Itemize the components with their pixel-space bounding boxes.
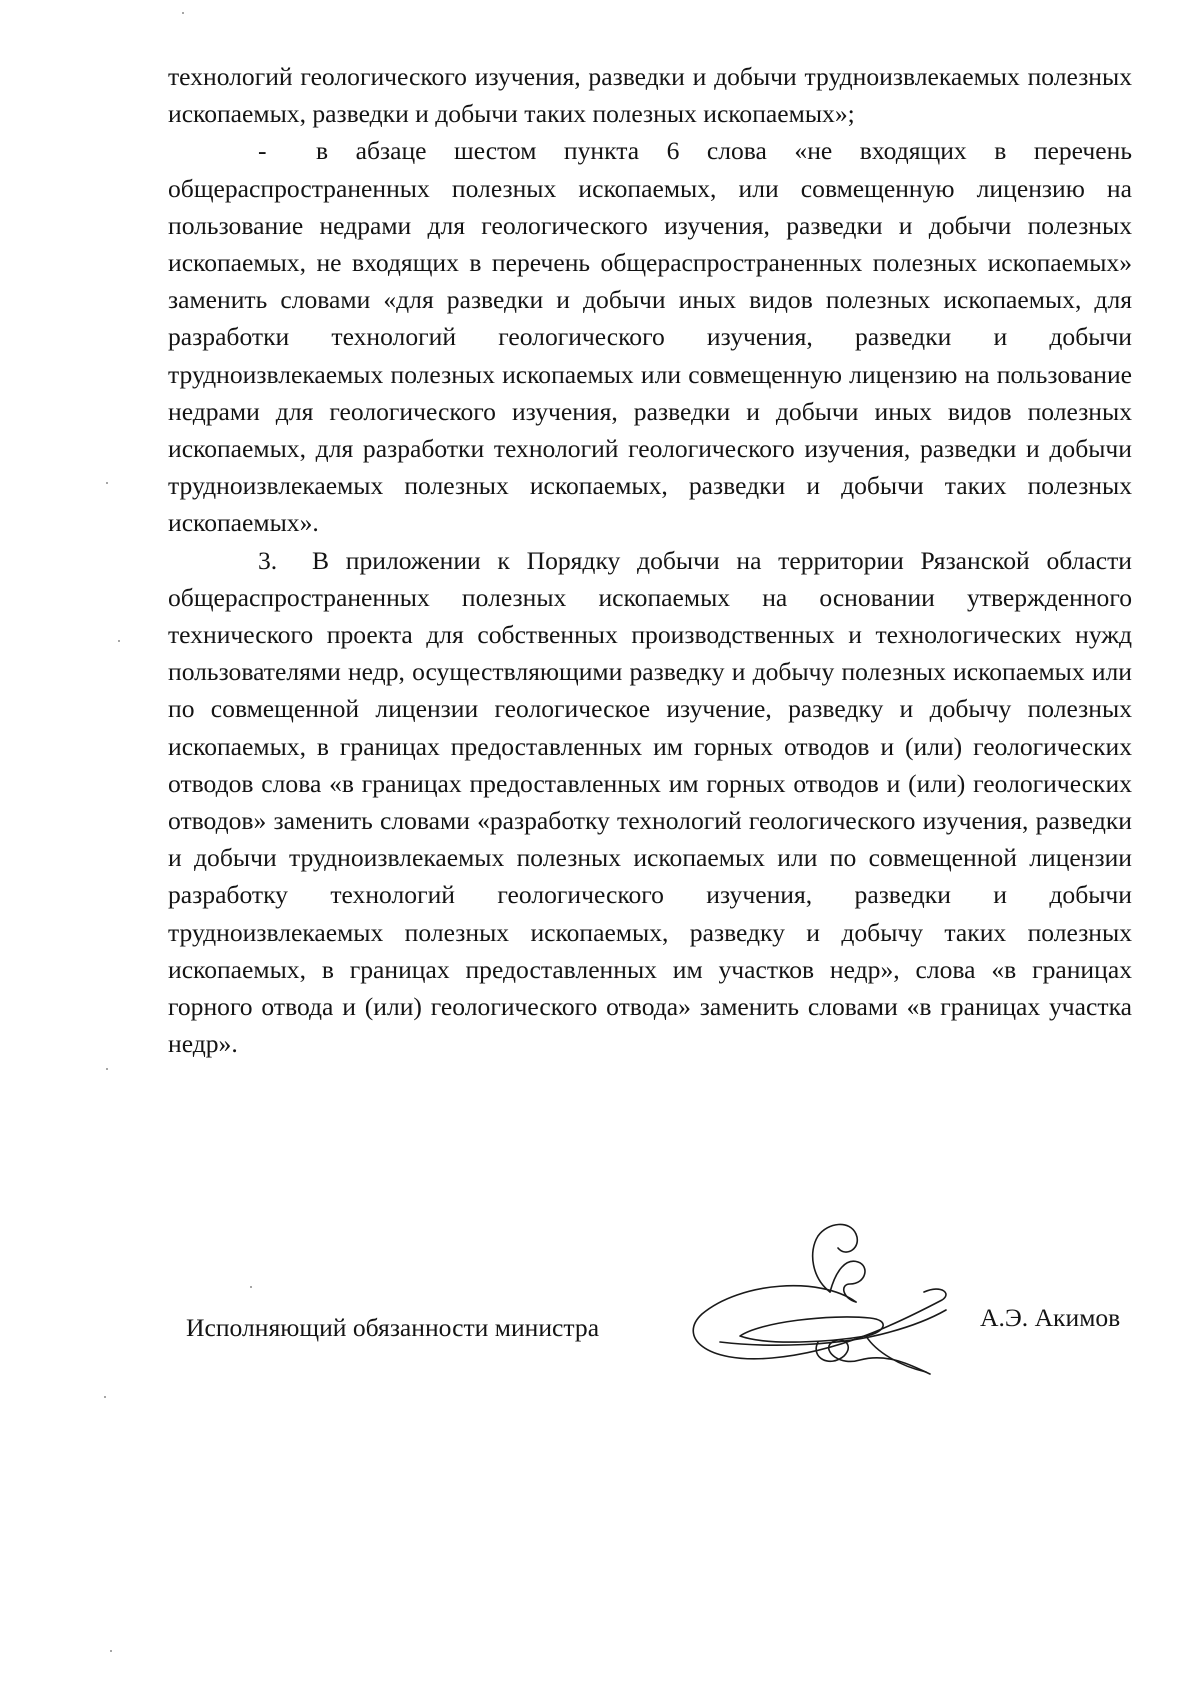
scan-speck xyxy=(110,1650,112,1652)
paragraph-continuation xyxy=(168,58,1132,132)
paragraph-text: технологий геологического изучения, разведки и добычи трудноизвлекаемых полезных ископаемых, разведки и добычи таких полезных ископаемых»; xyxy=(168,62,1132,129)
scan-speck xyxy=(182,12,184,14)
document-body xyxy=(168,58,1132,1062)
scan-speck xyxy=(118,640,120,642)
scan-speck xyxy=(250,1286,252,1288)
signature-block xyxy=(0,1218,1200,1378)
scan-speck xyxy=(106,1068,108,1070)
list-dash-marker: - xyxy=(258,136,267,166)
scan-speck xyxy=(106,482,108,484)
paragraph-item-3 xyxy=(168,542,1132,1063)
paragraph-text: В приложении к Порядку добычи на территории Рязанской области общераспространенных полезных ископаемых на основании утвержденного технического проекта для собственных производственных и технологических нужд пользователями недр, осуществляющими разведку и добычу полезных ископаемых или по совмещенной лицензии геологическое изучение, разведку и добычу полезных ископаемых, в границах предоставленных им горных отводов и (или) геологических отводов слова «в границах предоставленных им горных отводов и (или) геологических отводов» заменить словами «разработку технологий геологического изучения, разведки и добычи трудноизвлекаемых полезных ископаемых или по совмещенной лицензии разработку технологий геологического изучения, разведки и добычи трудноизвлекаемых полезных ископаемых, разведку и добычу таких полезных ископаемых, в границах предоставленных им участков недр», слова «в границах горного отвода и (или) геологического отвода» заменить словами «в границах участка недр». xyxy=(168,545,1132,1059)
signatory-name: А.Э. Акимов xyxy=(980,1303,1121,1332)
scan-speck xyxy=(104,1396,106,1398)
signatory-role: Исполняющий обязанности министра xyxy=(186,1313,600,1342)
paragraph-dash-item xyxy=(168,132,1132,541)
paragraph-text: в абзаце шестом пункта 6 слова «не входящих в перечень общераспространенных полезных ископаемых, или совмещенную лицензию на пользование недрами для геологического изучения, разведки и добычи полезных ископаемых, не входящих в перечень общераспространенных полезных ископаемых» заменить словами «для разведки и добычи иных видов полезных ископаемых, для разработки технологий геологического изучения, разведки и добычи трудноизвлекаемых полезных ископаемых или совмещенную лицензию на пользование недрами для геологического изучения, разведки и добычи иных видов полезных ископаемых, для разработки технологий геологического изучения, разведки и добычи трудноизвлекаемых полезных ископаемых, разведки и добычи таких полезных ископаемых». xyxy=(168,136,1132,538)
list-number-marker: 3. xyxy=(258,545,278,575)
handwritten-signature-icon xyxy=(680,1218,950,1378)
